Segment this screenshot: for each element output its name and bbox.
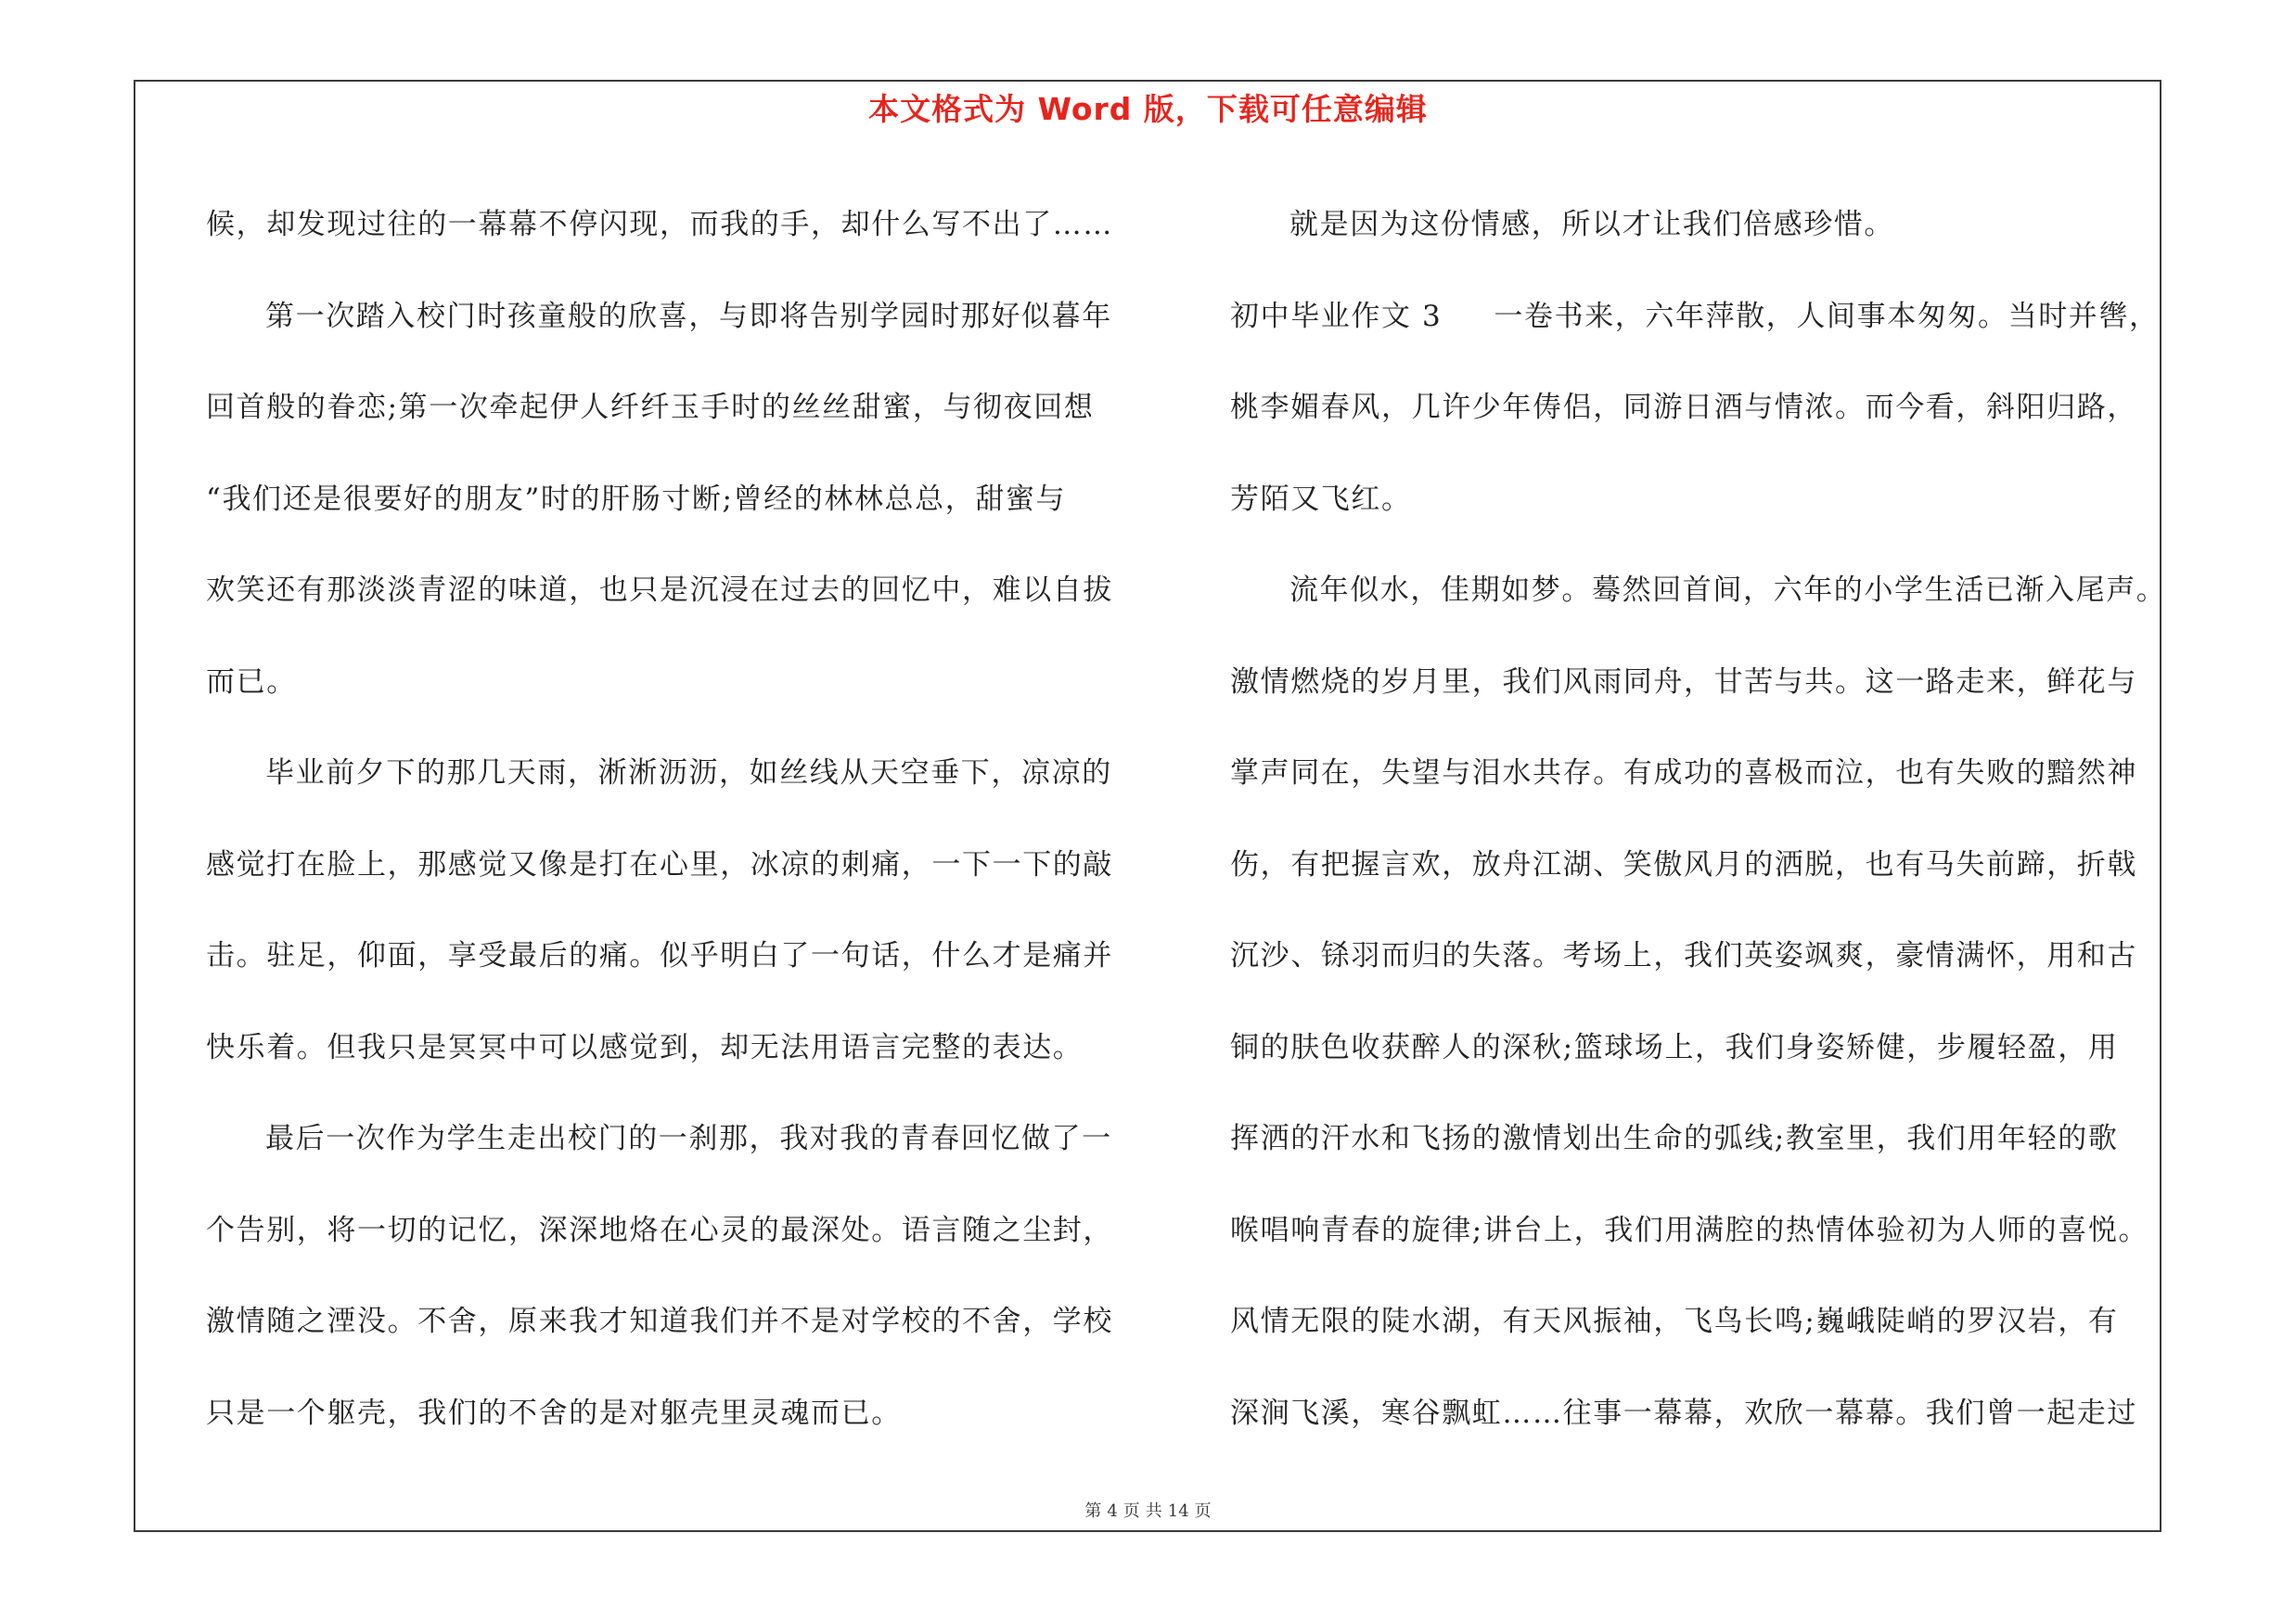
text-line: 掌声同在，失望与泪水共存。有成功的喜极而泣，也有失败的黯然神 — [1230, 756, 2137, 790]
text-line: 喉唱响青春的旋律;讲台上，我们用满腔的热情体验初为人师的喜悦。 — [1230, 1213, 2149, 1247]
text-line: 快乐着。但我只是冥冥中可以感觉到，却无法用语言完整的表达。 — [206, 1030, 1084, 1064]
text-line: 铜的肤色收获醉人的深秋;篮球场上，我们身姿矫健，步履轻盈，用 — [1230, 1030, 2119, 1064]
text-line: 流年似水，佳期如梦。蓦然回首间，六年的小学生活已渐入尾声。 — [1289, 573, 2167, 607]
text-line: 沉沙、铩羽而归的失落。考场上，我们英姿飒爽，豪情满怀，用和古 — [1230, 939, 2137, 973]
text-line: 伤，有把握言欢，放舟江湖、笑傲风月的洒脱，也有马失前蹄，折戟 — [1230, 847, 2137, 882]
text-line: 就是因为这份情感，所以才让我们倍感珍惜。 — [1289, 208, 1894, 241]
text-line: 芳陌又飞红。 — [1230, 482, 1412, 516]
text-line: 激情随之湮没。不舍，原来我才知道我们并不是对学校的不舍，学校 — [206, 1305, 1113, 1338]
footer-gong: 共 — [1145, 1501, 1162, 1521]
text-line: 最后一次作为学生走出校门的一刹那，我对我的青春回忆做了一 — [265, 1122, 1112, 1155]
right-column — [1230, 179, 2167, 1459]
text-line: 候，却发现过往的一幕幕不停闪现，而我的手，却什么写不出了…… — [206, 208, 1113, 241]
left-column — [206, 179, 1134, 1459]
text-line: 深涧飞溪，寒谷飘虹……往事一幕幕，欢欣一幕幕。我们曾一起走过 — [1230, 1396, 2137, 1430]
text-line: 第一次踏入校门时孩童般的欣喜，与即将告别学园时那好似暮年 — [265, 299, 1112, 333]
text-line: 击。驻足，仰面，享受最后的痛。似乎明白了一句话，什么才是痛并 — [206, 939, 1113, 973]
footer-di: 第 — [1084, 1501, 1102, 1521]
essay-heading: 初中毕业作文 3 — [1230, 299, 1443, 333]
text-line: 个告别，将一切的记忆，深深地烙在心灵的最深处。语言随之尘封， — [206, 1213, 1113, 1247]
footer-total-pages: 14 — [1167, 1501, 1189, 1521]
text-line: 一卷书来，六年萍散，人间事本匆匆。当时并辔， — [1494, 299, 2160, 333]
header-banner: 本文格式为 Word 版，下载可任意编辑 — [868, 91, 1428, 127]
text-line: 感觉打在脸上，那感觉又像是打在心里，冰凉的刺痛，一下一下的敲 — [206, 847, 1113, 882]
text-line: 欢笑还有那淡淡青涩的味道，也只是沉浸在过去的回忆中，难以自拔 — [206, 573, 1113, 607]
text-line: 激情燃烧的岁月里，我们风雨同舟，甘苦与共。这一路走来，鲜花与 — [1230, 664, 2137, 699]
text-line: 毕业前夕下的那几天雨，淅淅沥沥，如丝线从天空垂下，凉凉的 — [265, 756, 1112, 790]
footer-ye: 页 — [1122, 1501, 1140, 1521]
text-line: 只是一个躯壳，我们的不舍的是对躯壳里灵魂而已。 — [206, 1396, 902, 1430]
page-footer — [0, 1498, 2296, 1522]
text-line: 而已。 — [206, 664, 297, 699]
text-line: “我们还是很要好的朋友”时的肝肠寸断;曾经的林林总总，甜蜜与 — [206, 482, 1067, 516]
essay-heading-line — [1230, 271, 2158, 363]
text-line: 挥洒的汗水和飞扬的激情划出生命的弧线;教室里，我们用年轻的歌 — [1230, 1122, 2119, 1155]
text-line: 风情无限的陡水湖，有天风振袖，飞鸟长鸣;巍峨陡峭的罗汉岩，有 — [1230, 1305, 2119, 1338]
footer-ye: 页 — [1194, 1501, 1212, 1521]
footer-page-number: 4 — [1107, 1501, 1118, 1521]
text-line: 桃李媚春风，几许少年俦侣，同游日酒与情浓。而今看，斜阳归路， — [1230, 391, 2137, 424]
text-line: 回首般的眷恋;第一次牵起伊人纤纤玉手时的丝丝甜蜜，与彻夜回想 — [206, 391, 1095, 424]
